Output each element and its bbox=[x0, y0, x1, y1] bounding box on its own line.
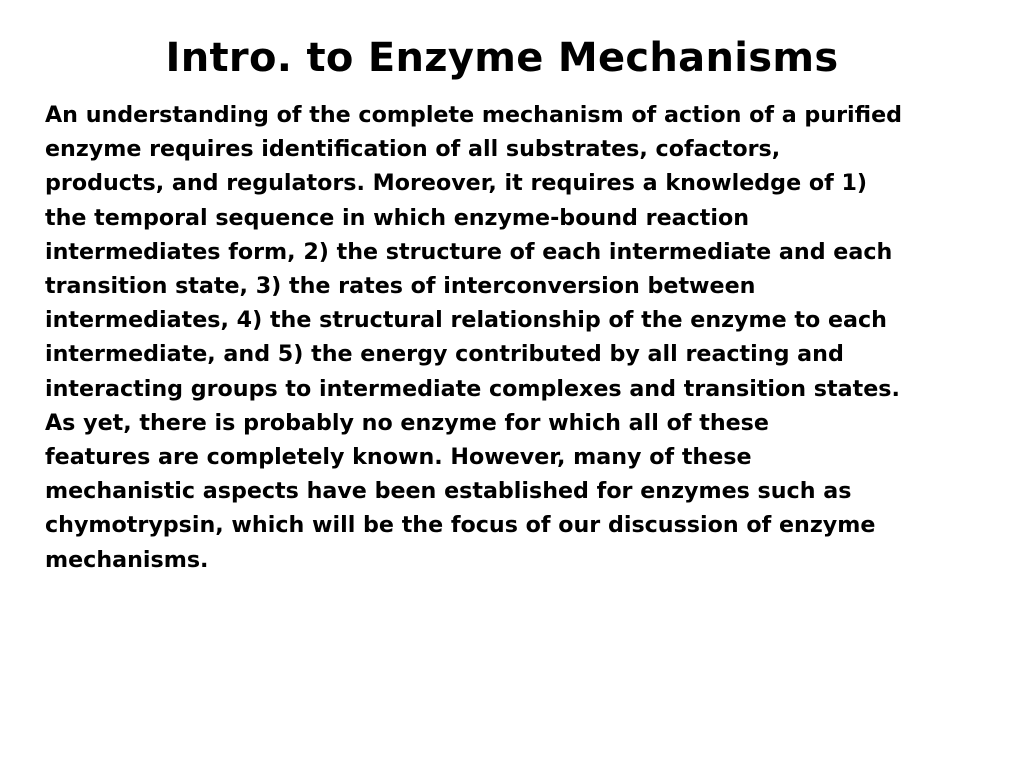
body-line: intermediates, 4) the structural relationship of the enzyme to each bbox=[45, 307, 887, 334]
body-line: products, and regulators. Moreover, it requires a knowledge of 1) bbox=[45, 170, 868, 197]
body-line: features are completely known. However, many of these bbox=[45, 444, 752, 471]
body-line: mechanistic aspects have been established for enzymes such as bbox=[45, 478, 852, 505]
body-line: the temporal sequence in which enzyme-bound reaction bbox=[45, 204, 749, 231]
body-line: An understanding of the complete mechanism of action of a purified bbox=[45, 102, 903, 128]
body-line: As yet, there is probably no enzyme for which all of these bbox=[45, 409, 769, 436]
body-line: transition state, 3) the rates of interconversion between bbox=[45, 273, 756, 300]
body-line: intermediates form, 2) the structure of each intermediate and each bbox=[45, 238, 893, 265]
body-line: mechanisms. bbox=[45, 546, 209, 573]
slide-body-paragraph bbox=[45, 98, 1005, 577]
body-line: enzyme requires identification of all substrates, cofactors, bbox=[45, 136, 781, 163]
slide-title: Intro. to Enzyme Mechanisms bbox=[165, 35, 839, 81]
body-line: chymotrypsin, which will be the focus of our discussion of enzyme bbox=[45, 512, 876, 539]
body-line: intermediate, and 5) the energy contributed by all reacting and bbox=[45, 341, 844, 368]
body-line: interacting groups to intermediate complexes and transition states. bbox=[45, 375, 900, 402]
